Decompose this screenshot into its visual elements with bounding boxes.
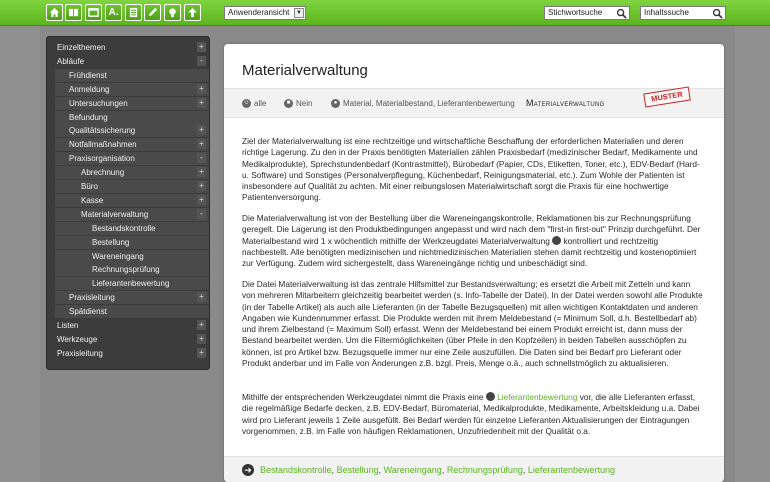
meta-audience bbox=[242, 99, 266, 108]
related-link-bestellung[interactable]: Bestellung bbox=[336, 465, 379, 475]
related-link-bestandskontrolle[interactable]: Bestandskontrolle bbox=[260, 465, 332, 475]
sidebar-item[interactable] bbox=[55, 222, 209, 235]
expand-icon[interactable]: + bbox=[197, 98, 206, 108]
collapse-icon[interactable]: - bbox=[197, 153, 206, 163]
home-button[interactable] bbox=[46, 4, 63, 21]
paragraph-2 bbox=[242, 213, 704, 269]
expand-icon[interactable]: + bbox=[197, 167, 206, 177]
sidebar-item-label: Listen bbox=[57, 321, 79, 330]
view-select[interactable] bbox=[224, 6, 306, 20]
sidebar-item[interactable] bbox=[47, 333, 209, 346]
sidebar-item-label: Praxisleitung bbox=[69, 293, 115, 303]
expand-icon[interactable]: + bbox=[197, 84, 206, 94]
content-panel bbox=[224, 44, 724, 482]
lightbulb-icon bbox=[167, 7, 178, 18]
meta-tags bbox=[331, 99, 515, 108]
sidebar-item-label: Bestellung bbox=[92, 237, 130, 247]
sidebar-item[interactable] bbox=[55, 208, 209, 221]
sidebar-item-label: Bestandskontrolle bbox=[92, 223, 156, 233]
paragraph-3: Die Datei Materialverwaltung ist das zentrale Hilfsmittel zur Bestandsverwaltung; es ersetzt die Arbeit mit Zetteln und kann von mehreren Mitarbeitern gleichzeitig bearbeitet werden (s. Info-Tabelle der Datei). In der Datei werden sowohl alle Produkte (in der Tabelle Artikel) als auch alle Lieferanten (in der Tabelle Bezugsquellen) mit allen wichtigen Kontaktdaten und anderen Angaben wie Kundennummer erfasst. Die Produkte werden mit ihrem Meldebestand (= Minimum Soll, d.h. Bestellbedarf ab) und ihrem Zielbestand (= Maximum Soll) erfasst. Wenn der Meldebestand bei einem Produkt erreicht ist, dann muss der Bestand bearbeitet werden. Um die Filtermöglichkeiten (über Pfeile in den Kopfzeilen) in beiden Tabellen ausschöpfen zu können, ist pro Artikel bzw. Bezugsquelle immer nur eine Zeile auszufüllen. Die Daten sind bei Bedarf pro Lieferant oder Produkt anderbar und im Falle von Änderungen z.B. bzgl. Preis, Menge o.ä., auch schnellstmöglich zu aktualisieren. bbox=[242, 279, 703, 369]
sidebar-item-label: Notfallmaßnahmen bbox=[69, 140, 137, 150]
collapse-icon[interactable]: - bbox=[197, 56, 206, 66]
sidebar-item[interactable] bbox=[55, 69, 209, 82]
expand-icon[interactable]: + bbox=[197, 348, 206, 358]
upload-button[interactable] bbox=[184, 4, 201, 21]
sidebar-item[interactable] bbox=[47, 347, 209, 360]
paragraph-2-part-a: Die Materialverwaltung ist von der Bestellung über die Wareneingangskontrolle, Reklamationen bis zur Rechnungsprüfung geregelt. Die Lagerung ist den Produktbedingungen angepasst und wird nach dem "first-in first-out" Prinzip durchgeführt. Der Materialbestand wird 1 x wöchentlich mithilfe der Werkzeugdatei Materialverwaltung bbox=[242, 213, 701, 246]
keyword-search-input[interactable] bbox=[544, 6, 630, 20]
sidebar-item-label: Befundung bbox=[69, 112, 108, 122]
expand-icon[interactable]: + bbox=[197, 320, 206, 330]
search-icon[interactable] bbox=[712, 8, 723, 19]
collapse-icon[interactable]: - bbox=[197, 209, 206, 219]
meta-tags-value: Material, Materialbestand, Lieferantenbewertung bbox=[343, 99, 515, 108]
sidebar-item-label: Abrechnung bbox=[81, 168, 125, 178]
chevron-down-icon[interactable]: ▼ bbox=[294, 8, 304, 18]
meta-audience-value: alle bbox=[254, 99, 267, 108]
right-margin bbox=[735, 26, 770, 482]
tag-icon: ● bbox=[331, 99, 340, 108]
sidebar-item-label: Untersuchungen bbox=[69, 98, 128, 108]
keyword-search-placeholder: Stichwortsuche bbox=[548, 8, 603, 17]
window-icon bbox=[88, 7, 99, 18]
sidebar-item-label: Rechnungsprüfung bbox=[92, 265, 160, 275]
paragraph-4 bbox=[242, 392, 704, 437]
paragraph-4-part-a: Mithilfe der entsprechenden Werkzeugdatei nimmt die Praxis eine bbox=[242, 392, 484, 402]
expand-icon[interactable]: + bbox=[197, 292, 206, 302]
sidebar-item-label: Einzelthemen bbox=[57, 43, 106, 52]
paragraph-2-part-b: kontrolliert und rechtzeitig nachbestellt. Alle benötigten medizinischen und nichtmedizinischen Materialien stehen damit rechtzeitig und kostenoptimiert zur Verfügung. Zudem wird sichergestellt, dass Wareneingänge richtig und unbeschädigt sind. bbox=[242, 235, 697, 269]
meta-restricted bbox=[284, 99, 312, 108]
expand-icon[interactable]: + bbox=[197, 181, 206, 191]
page-title: Materialverwaltung bbox=[242, 62, 368, 79]
edit-circle-icon bbox=[486, 392, 495, 401]
sidebar-item[interactable] bbox=[55, 83, 209, 96]
pencil-icon bbox=[147, 7, 158, 18]
arrow-right-icon: ➜ bbox=[242, 464, 254, 476]
sidebar-item[interactable] bbox=[55, 166, 209, 179]
sidebar-item[interactable] bbox=[55, 263, 209, 276]
related-links: Bestandskontrolle, Bestellung, Wareneingang, Rechnungsprüfung, Lieferantenbewertung bbox=[260, 465, 615, 475]
upload-icon bbox=[187, 7, 198, 18]
book-button[interactable] bbox=[65, 4, 82, 21]
content-search-input[interactable] bbox=[640, 6, 726, 20]
sidebar-item[interactable] bbox=[55, 291, 209, 304]
sidebar-nav bbox=[46, 36, 210, 370]
expand-icon[interactable]: + bbox=[197, 42, 206, 52]
sample-stamp: MUSTER bbox=[643, 86, 691, 107]
sidebar-item-label: Kasse bbox=[81, 195, 104, 205]
list-icon bbox=[128, 7, 139, 18]
sidebar-item[interactable] bbox=[47, 319, 209, 332]
book-icon bbox=[68, 7, 79, 18]
sidebar-item[interactable] bbox=[55, 194, 209, 207]
expand-icon[interactable]: + bbox=[197, 195, 206, 205]
bulb-button[interactable] bbox=[164, 4, 181, 21]
sidebar-item[interactable] bbox=[55, 124, 209, 137]
sidebar-item[interactable] bbox=[55, 180, 209, 193]
top-toolbar bbox=[0, 0, 770, 26]
meta-restricted-value: Nein bbox=[296, 99, 313, 108]
sidebar-item-label: Spätdienst bbox=[69, 307, 107, 317]
expand-icon[interactable]: + bbox=[197, 125, 206, 135]
sidebar-item-label: Anmeldung bbox=[69, 84, 110, 94]
paragraph-1: Ziel der Materialverwaltung ist eine rechtzeitige und wirtschaftliche Beschaffung der erforderlichen Materialien und deren richtige Lagerung. Zu den in der Praxis benötigten Materialien zählen Praxisbedarf (medizinischer Bedarf, Medikamente und Medikalprodukte), Sprechstundenbedarf (Kontrastmittel), Bürobedarf (Papier, CDs, Etiketten, Toner, etc.), EDV-Bedarf (Hard- u. Software) und Sonstiges (Personalverpflegung, Küchenbedarf, Reinigungsmaterial, etc.). Zum Wohle der Patienten ist insbesondere auf Qualität zu achten. Mit einer reibungslosen Materialwirtschaft sorgt die Praxis für eine hochwertige Patientenversorgung. bbox=[242, 136, 700, 203]
expand-icon[interactable]: + bbox=[197, 334, 206, 344]
sidebar-item[interactable] bbox=[55, 97, 209, 110]
sidebar-item[interactable] bbox=[47, 55, 209, 68]
sidebar-item-label: Büro bbox=[81, 182, 98, 191]
sidebar-item-label: Materialverwaltung bbox=[81, 209, 149, 219]
sidebar-item-label: Praxisorganisation bbox=[69, 154, 135, 164]
related-link-rechnungspruefung[interactable]: Rechnungsprüfung bbox=[446, 465, 523, 475]
related-link-lieferantenbewertung[interactable]: Lieferantenbewertung bbox=[527, 465, 615, 475]
sidebar-item[interactable] bbox=[55, 277, 209, 290]
sidebar-item-label: Werkzeuge bbox=[57, 334, 98, 344]
lock-icon: ■ bbox=[284, 99, 293, 108]
meta-topic: Materialverwaltung bbox=[526, 98, 605, 108]
paragraph-4-part-b: vor, die alle Lieferanten erfasst, die regelmäßige Bedarfe decken, z.B. EDV-Bedarf, Büromaterial, Medikalprodukte, Medikamente, Arbeitskleidung u.a. Dabei wird pro Lieferant jeweils 1 Zeile ausgefüllt. Bei Bedarf werden für einzelne Lieferanten Aktualisierungen der Eintragungen vorgenommen, z.B. im Falle von häufigen Reklamationen, Unzufriedenheit mit der Qualität o.a. bbox=[242, 392, 700, 436]
file-icon[interactable] bbox=[552, 236, 561, 245]
list-button[interactable] bbox=[125, 4, 142, 21]
sidebar-item-label: Qualitätssicherung bbox=[69, 126, 136, 136]
view-select-value: Anwenderansicht bbox=[228, 8, 290, 17]
sidebar-item[interactable] bbox=[55, 152, 209, 165]
sidebar-item-label: Praxisleitung bbox=[57, 348, 103, 358]
sidebar-item-label: Frühdienst bbox=[69, 70, 107, 80]
supplier-rating-link[interactable]: Lieferantenbewertung bbox=[497, 392, 578, 402]
font-size-button[interactable] bbox=[105, 4, 122, 21]
sidebar-item[interactable] bbox=[47, 41, 209, 54]
sidebar-item-label: Wareneingang bbox=[92, 251, 144, 261]
people-icon: ☺ bbox=[243, 100, 250, 106]
window-button[interactable] bbox=[85, 4, 102, 21]
left-margin bbox=[0, 26, 40, 482]
sidebar-item[interactable] bbox=[55, 236, 209, 249]
search-icon[interactable] bbox=[616, 8, 627, 19]
home-icon bbox=[49, 7, 60, 18]
font-size-icon: A. bbox=[108, 6, 119, 18]
related-link-wareneingang[interactable]: Wareneingang bbox=[383, 465, 442, 475]
sidebar-item-label: Abläufe bbox=[57, 56, 85, 66]
expand-icon[interactable]: + bbox=[197, 139, 206, 149]
content-search-placeholder: Inhaltssuche bbox=[644, 8, 689, 17]
sidebar-item[interactable] bbox=[55, 250, 209, 263]
sidebar-item[interactable] bbox=[55, 305, 209, 318]
sidebar-item[interactable] bbox=[55, 111, 209, 124]
sidebar-item-label: Lieferantenbewertung bbox=[92, 279, 170, 289]
edit-button[interactable] bbox=[144, 4, 161, 21]
related-links-bar bbox=[224, 456, 724, 482]
sidebar-item[interactable] bbox=[55, 138, 209, 151]
